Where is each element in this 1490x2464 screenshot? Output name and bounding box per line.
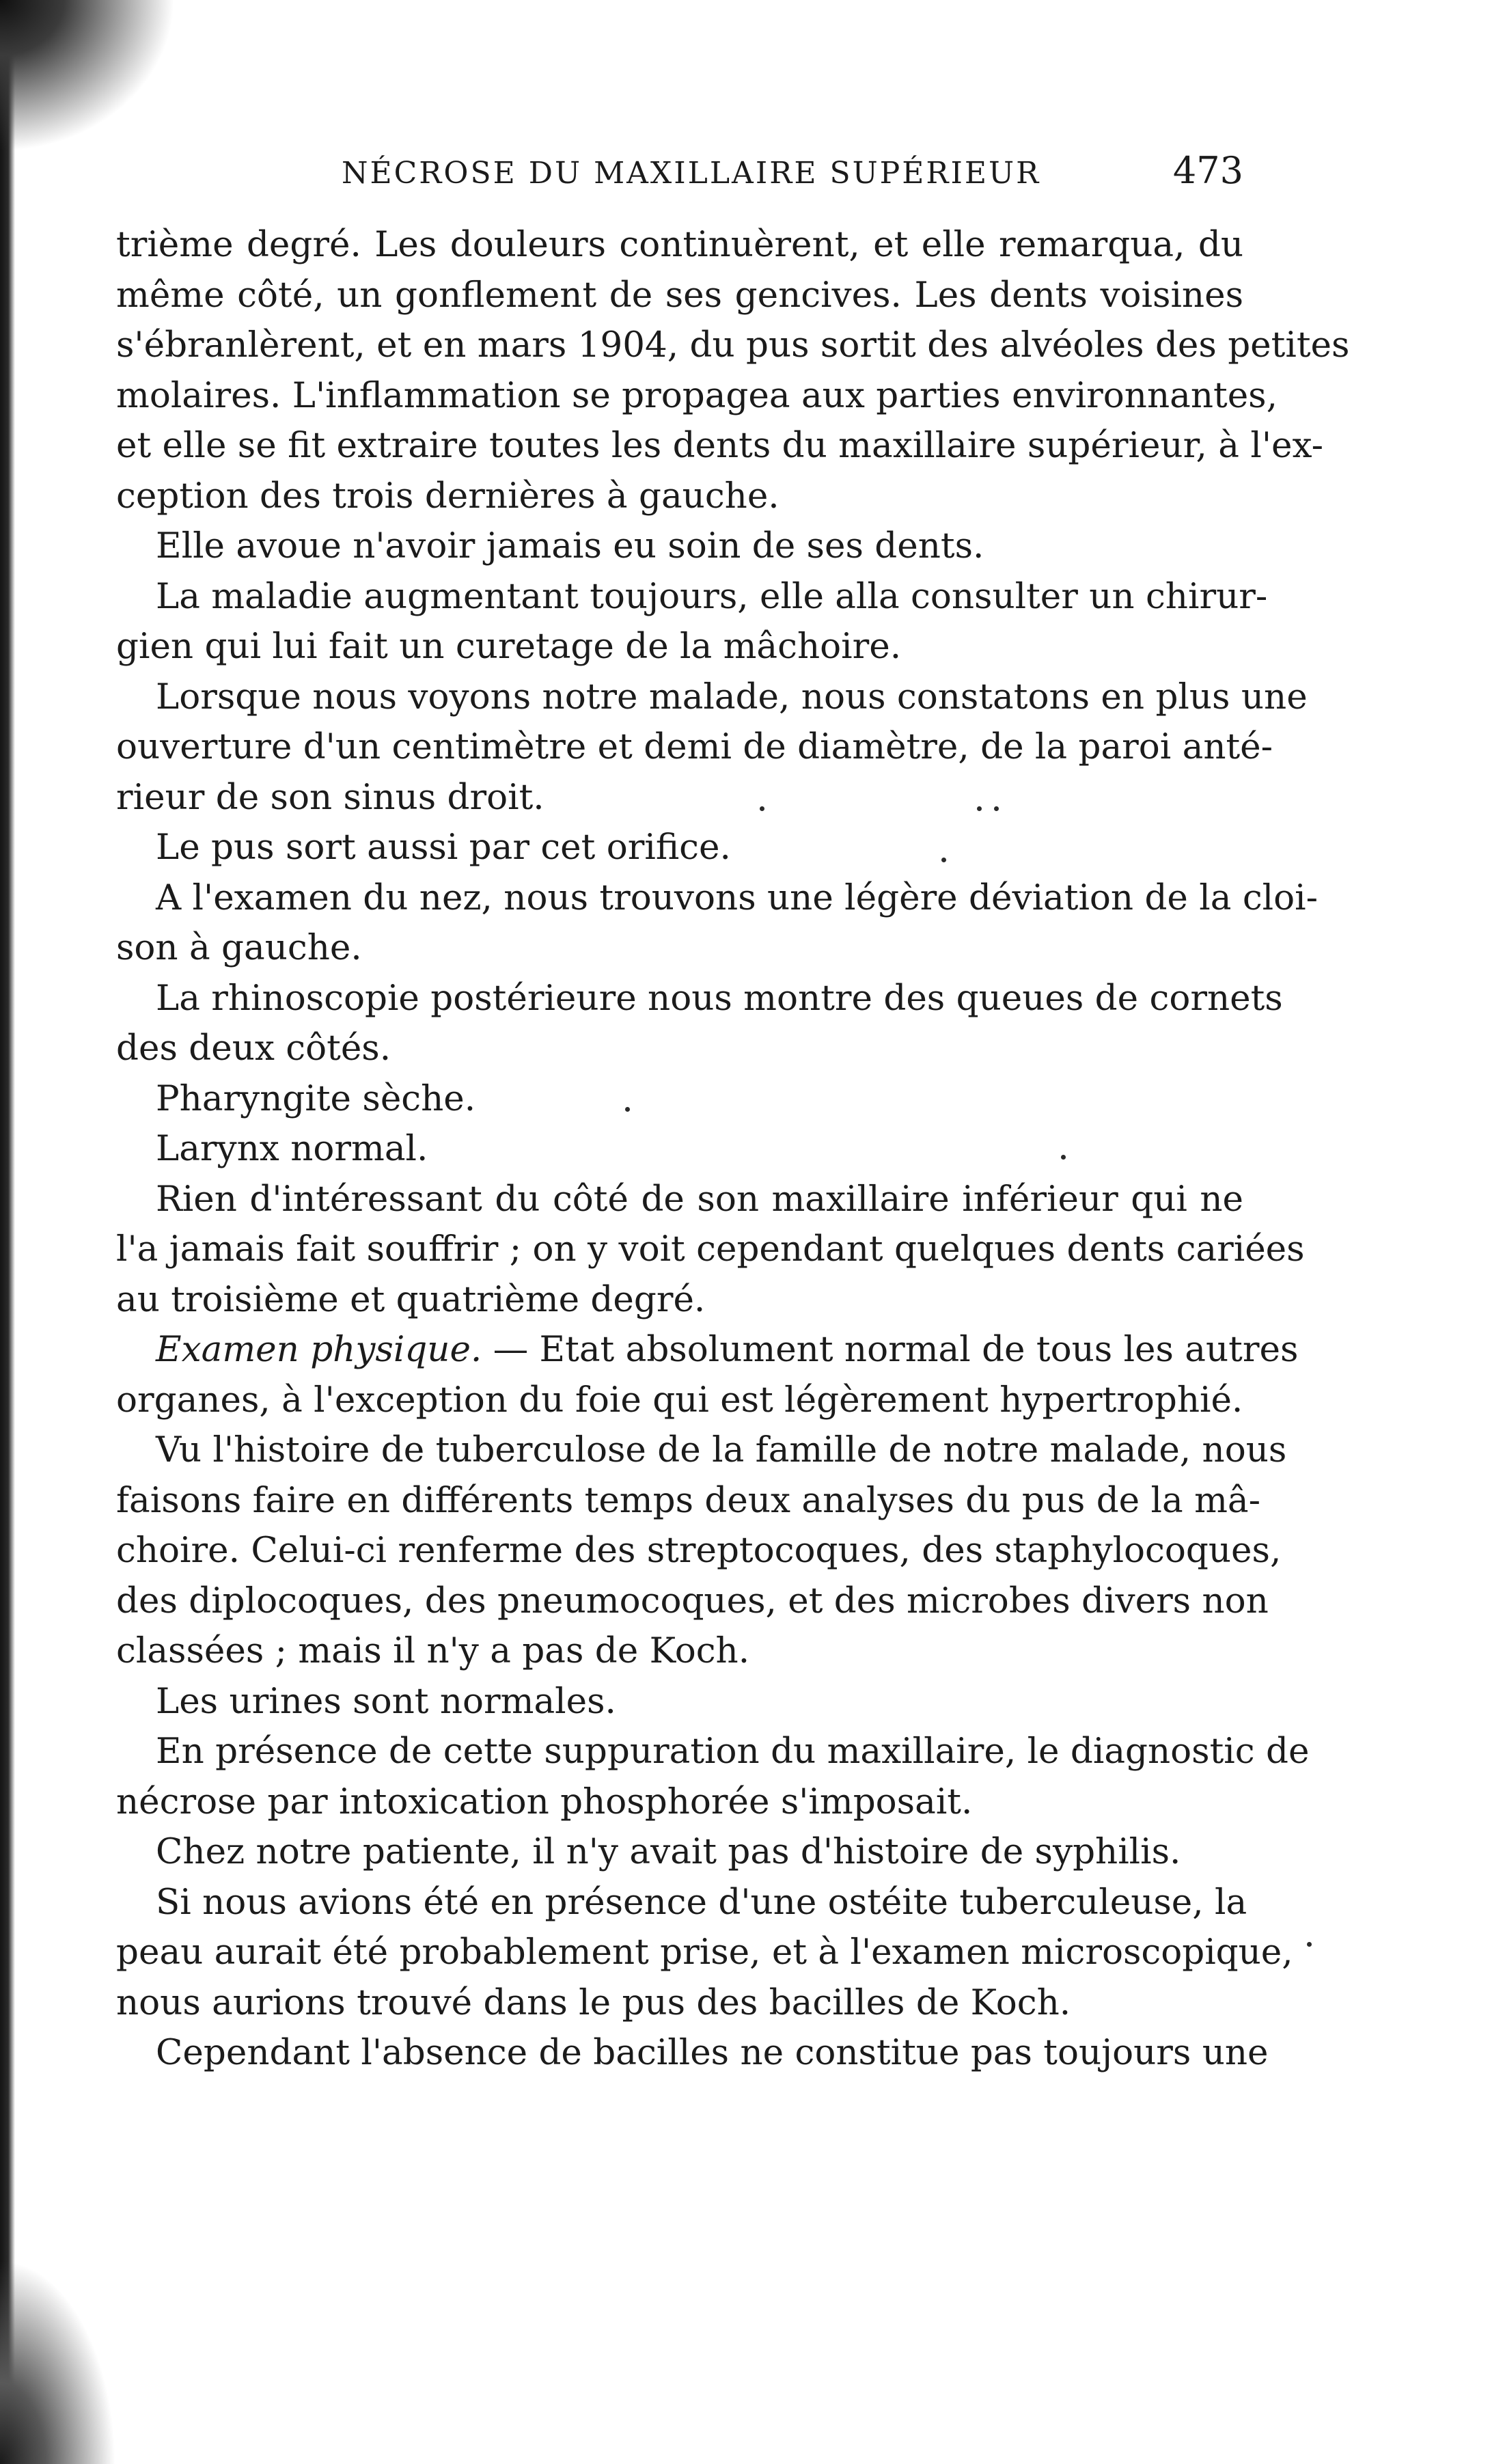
- scan-speck: [941, 858, 946, 862]
- scan-speck: [625, 1107, 630, 1112]
- text-line: Chez notre patiente, il n'y avait pas d'histoire de syphilis.: [156, 1831, 1181, 1872]
- scan-speck: [1307, 1942, 1312, 1947]
- scan-speck: [977, 806, 982, 811]
- text-line: Lorsque nous voyons notre malade, nous constatons en plus une: [156, 676, 1308, 717]
- running-title: NÉCROSE DU MAXILLAIRE SUPÉRIEUR: [342, 156, 1041, 191]
- text-line: Elle avoue n'avoir jamais eu soin de ses dents.: [156, 525, 984, 566]
- text-line: nous aurions trouvé dans le pus des bacilles de Koch.: [116, 1982, 1071, 2023]
- text-line: trième degré. Les douleurs continuèrent, et elle remarqua, du: [116, 224, 1243, 265]
- text-line: des diplocoques, des pneumocoques, et des microbes divers non: [116, 1580, 1269, 1621]
- text-line: rieur de son sinus droit.: [116, 776, 544, 818]
- text-line: Larynx normal.: [156, 1128, 428, 1169]
- text-line: choire. Celui-ci renferme des streptocoques, des staphylocoques,: [116, 1530, 1282, 1571]
- text-line: La rhinoscopie postérieure nous montre des queues de cornets: [156, 977, 1283, 1019]
- scan-speck: [1061, 1155, 1066, 1160]
- binding-corner-shadow: [0, 0, 205, 178]
- text-line: des deux côtés.: [116, 1028, 391, 1069]
- text-line-rest: — Etat absolument normal de tous les autres: [493, 1329, 1299, 1370]
- text-line: son à gauche.: [116, 927, 362, 968]
- text-line-with-italic-lead: [116, 1325, 1299, 1375]
- text-line: l'a jamais fait souffrir ; on y voit cependant quelques dents cariées: [116, 1229, 1305, 1270]
- text-line: organes, à l'exception du foie qui est légèrement hypertrophié.: [116, 1379, 1243, 1421]
- page-number: 473: [1172, 149, 1243, 192]
- binding-bottom-shadow: [0, 2259, 116, 2464]
- text-line: classées ; mais il n'y a pas de Koch.: [116, 1630, 750, 1671]
- italic-lead: Examen physique.: [156, 1329, 482, 1370]
- text-line: Les urines sont normales.: [156, 1680, 616, 1722]
- text-line: Rien d'intéressant du côté de son maxillaire inférieur qui ne: [156, 1178, 1243, 1220]
- text-line: Si nous avions été en présence d'une ostéite tuberculeuse, la: [156, 1881, 1247, 1923]
- binding-shadow: [0, 0, 15, 2464]
- text-line: Vu l'histoire de tuberculose de la famille de notre malade, nous: [156, 1429, 1287, 1470]
- text-line: même côté, un gonflement de ses gencives. Les dents voisines: [116, 274, 1243, 316]
- scan-speck: [994, 806, 999, 811]
- text-line: et elle se fit extraire toutes les dents du maxillaire supérieur, à l'ex-: [116, 425, 1324, 466]
- text-line: molaires. L'inflammation se propagea aux parties environnantes,: [116, 374, 1278, 416]
- text-line: Pharyngite sèche.: [156, 1078, 476, 1119]
- scan-speck: [760, 806, 764, 811]
- text-line: faisons faire en différents temps deux analyses du pus de la mâ-: [116, 1479, 1261, 1521]
- text-line: En présence de cette suppuration du maxillaire, le diagnostic de: [156, 1731, 1310, 1772]
- text-line: ception des trois dernières à gauche.: [116, 475, 780, 517]
- text-line: gien qui lui fait un curetage de la mâchoire.: [116, 626, 902, 667]
- text-line: Cependant l'absence de bacilles ne constitue pas toujours une: [156, 2032, 1269, 2073]
- text-line: Le pus sort aussi par cet orifice.: [156, 827, 731, 868]
- text-line: au troisième et quatrième degré.: [116, 1278, 706, 1320]
- text-line: peau aurait été probablement prise, et à l'examen microscopique,: [116, 1932, 1293, 1973]
- text-line: A l'examen du nez, nous trouvons une légère déviation de la cloi-: [156, 877, 1319, 918]
- body-text: [116, 220, 1350, 2079]
- text-line: ouverture d'un centimètre et demi de diamètre, de la paroi anté-: [116, 726, 1273, 767]
- text-line: s'ébranlèrent, et en mars 1904, du pus sortit des alvéoles des petites: [116, 325, 1350, 366]
- text-line: La maladie augmentant toujours, elle alla consulter un chirur-: [156, 575, 1268, 617]
- text-line: nécrose par intoxication phosphorée s'imposait.: [116, 1781, 973, 1822]
- page-header: [342, 149, 1243, 197]
